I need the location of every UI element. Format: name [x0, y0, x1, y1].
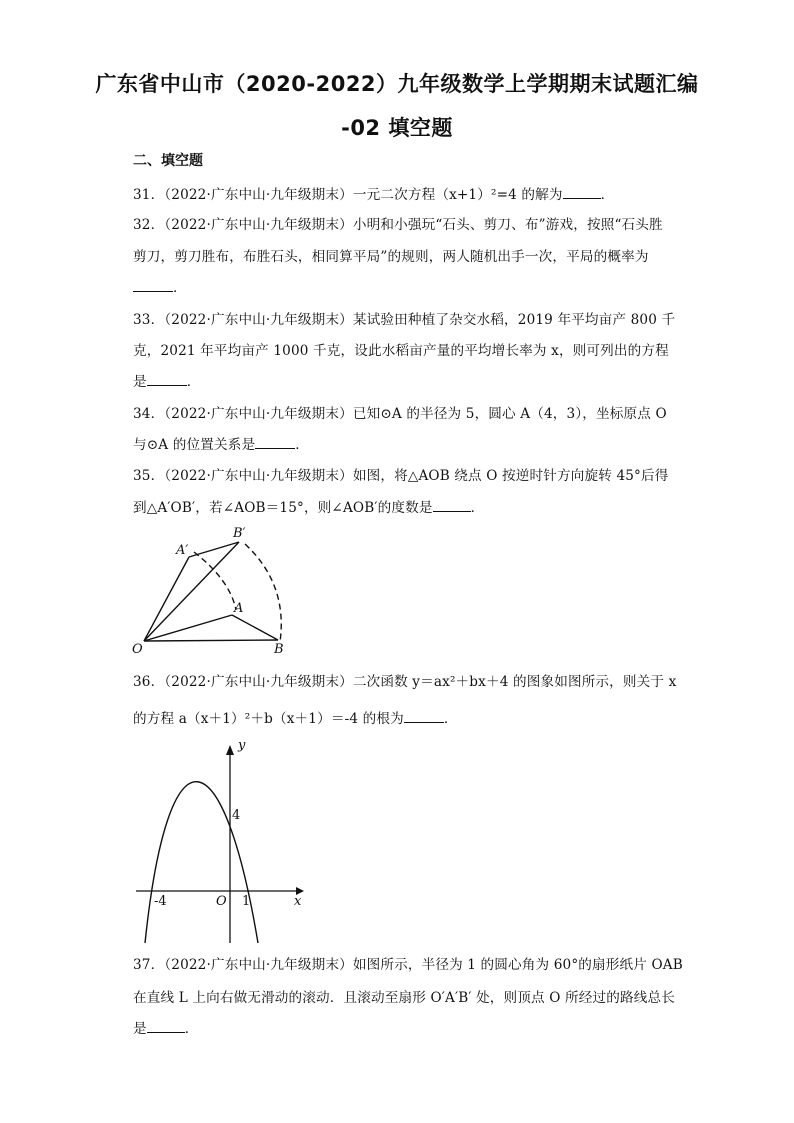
- q31-end: ．: [600, 187, 615, 203]
- q36-line-2: [133, 707, 458, 727]
- label-origin: O: [216, 894, 227, 909]
- label-x: x: [294, 894, 302, 909]
- q35-text: 到△A′OB′，若∠AOB＝15°，则∠AOB′的度数是: [133, 500, 433, 516]
- figure-35-rotated-triangle: [128, 522, 298, 657]
- label-b: B: [274, 642, 284, 657]
- label-o: O: [132, 642, 143, 657]
- q33-text: 是: [133, 374, 147, 390]
- q34-line-2: [133, 433, 309, 453]
- title-line-2: -02 填空题: [341, 116, 453, 140]
- q33-line-2: 克，2021 年平均亩产 1000 千克，设此水稻亩产量的平均增长率为 x，则可列出的方程: [133, 343, 669, 359]
- q34-end: ．: [295, 437, 309, 453]
- q37-text: 是: [133, 1021, 147, 1037]
- q33-answer-blank[interactable]: [147, 371, 187, 386]
- q35-answer-blank[interactable]: [433, 497, 471, 512]
- q37-line-3: [133, 1017, 199, 1037]
- q33-end: ．: [186, 374, 201, 390]
- segment-ob: [144, 640, 278, 641]
- q32-line-2: 剪刀，剪刀胜布，布胜石头，相同算平局”的规则，两人随机出手一次，平局的概率为: [133, 249, 649, 265]
- label-root-neg4: -4: [154, 894, 167, 909]
- label-y-intercept-4: 4: [232, 808, 241, 823]
- q37-answer-blank[interactable]: [147, 1018, 185, 1033]
- q35-line-2: [133, 496, 484, 516]
- q35-end: ．: [470, 500, 485, 516]
- q34-answer-blank[interactable]: [255, 434, 295, 449]
- q37-end: ．: [184, 1021, 199, 1037]
- q36-line-1: 36．（2022·广东中山·九年级期末）二次函数 y＝ax²＋bx＋4 的图象如图所示，则关于 x: [133, 674, 677, 690]
- arc-a-dashed: [194, 552, 236, 610]
- label-a: A: [234, 601, 244, 616]
- q32-end: ．: [173, 280, 187, 296]
- figure-36-parabola-graph: [128, 733, 318, 945]
- section-heading: 二、填空题: [133, 153, 203, 169]
- segment-ab: [232, 615, 278, 640]
- q35-line-1: 35．（2022·广东中山·九年级期末）如图，将△AOB 绕点 O 按逆时针方向旋转 45°后得: [133, 468, 669, 484]
- label-a-prime: A′: [176, 543, 189, 558]
- q33-line-1: 33．（2022·广东中山·九年级期末）某试验田种植了杂交水稻，2019 年平均亩产 800 千: [133, 312, 676, 328]
- parabola-curve: [145, 782, 258, 943]
- q36-text: 的方程 a（x＋1）²＋b（x＋1）＝-4 的根为: [133, 711, 404, 727]
- q31-answer-blank[interactable]: [563, 184, 601, 199]
- label-b-prime: B′: [233, 526, 246, 541]
- q32-answer-blank[interactable]: [133, 277, 173, 292]
- q34-line-1: 34．（2022·广东中山·九年级期末）已知⊙A 的半径为 5，圆心 A（4，3），坐标原点 O: [133, 406, 667, 422]
- label-root-1: 1: [242, 894, 251, 909]
- q34-text: 与⊙A 的位置关系是: [133, 437, 256, 453]
- title-line-1: 广东省中山市（2020-2022）九年级数学上学期期末试题汇编: [95, 72, 699, 96]
- q31-line-1: [133, 183, 614, 203]
- q37-line-2: 在直线 L 上向右做无滑动的滚动．且滚动至扇形 O′A′B′ 处，则顶点 O 所经过的路线总长: [133, 990, 675, 1006]
- q37-line-1: 37．（2022·广东中山·九年级期末）如图所示，半径为 1 的圆心角为 60°的扇形纸片 OAB: [133, 957, 683, 973]
- q31-text: 31．（2022·广东中山·九年级期末）一元二次方程（x+1）²=4 的解为: [133, 187, 563, 203]
- q36-answer-blank[interactable]: [404, 708, 444, 723]
- q36-end: ．: [443, 711, 458, 727]
- label-y: y: [238, 738, 246, 753]
- q32-line-3: [133, 276, 187, 296]
- y-axis-arrow: [226, 745, 234, 755]
- arc-b-dashed: [245, 544, 281, 642]
- q33-line-3: [133, 370, 201, 390]
- q32-line-1: 32．（2022·广东中山·九年级期末）小明和小强玩“石头、剪刀、布”游戏，按照“石头胜: [133, 217, 663, 233]
- segment-oa-prime: [144, 557, 189, 641]
